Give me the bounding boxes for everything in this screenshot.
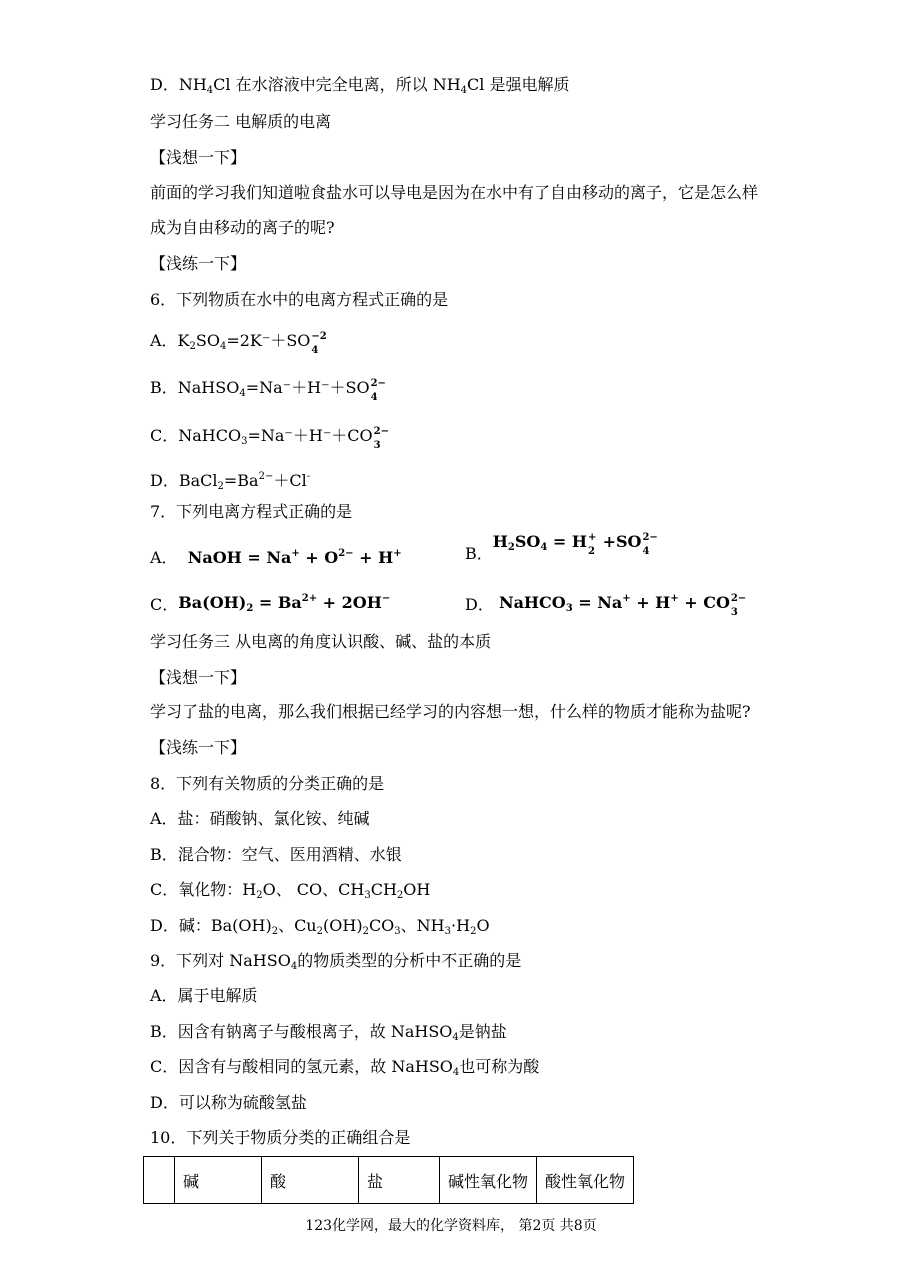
q9-option-b: B．因含有钠离子与酸根离子，故 NaHSO$_4$是钠盐	[150, 1022, 507, 1043]
q7-option-d: D． NaHCO$_3$ = Na+ + H+ + CO 2− 3	[465, 592, 747, 618]
think-heading-1: 【浅想一下】	[150, 148, 247, 167]
q8-option-d: D．碱：$Ba(OH)_2$、$Cu_2(OH)_2CO_3$、$NH_3\cdot H_2O$	[150, 916, 490, 937]
table-cell: 碱	[175, 1157, 262, 1204]
paragraph-line-1: 前面的学习我们知道啦食盐水可以导电是因为在水中有了自由移动的离子，它是怎么样	[150, 183, 759, 202]
question-9: 9．下列对 NaHSO$_4$的物质类型的分析中不正确的是	[150, 951, 522, 972]
practice-heading-1: 【浅练一下】	[150, 254, 247, 273]
q7-option-b: B．$H_2SO_4 = H$ + 2 +SO 2− 4	[465, 531, 658, 563]
classification-table	[143, 1156, 634, 1204]
q8-option-a: A．盐：硝酸钠、氯化铵、纯碱	[150, 809, 370, 828]
q9-option-d: D．可以称为硫酸氢盐	[150, 1093, 307, 1112]
q7-option-c: C．$Ba(OH)_2 = Ba^{2+} + 2OH^-$	[150, 593, 391, 614]
paragraph-line-3: 学习了盐的电离，那么我们根据已经学习的内容想一想，什么样的物质才能称为盐呢?	[150, 702, 751, 721]
q6-option-c: C．NaHCO$_3$=Na⁻＋H⁻＋CO 2− 3	[150, 425, 389, 451]
task3-heading: 学习任务三 从电离的角度认识酸、碱、盐的本质	[150, 632, 492, 651]
practice-heading-2: 【浅练一下】	[150, 738, 247, 757]
paragraph-line-2: 成为自由移动的离子的呢?	[150, 218, 335, 237]
page-footer: 123化学网，最大的化学资料库， 第2页 共8页	[305, 1218, 597, 1234]
q7-option-a: A． NaOH = $Na^+ + O^{2-} + H^+$	[150, 548, 402, 567]
table-cell: 盐	[359, 1157, 440, 1204]
question-7: 7．下列电离方程式正确的是	[150, 502, 353, 521]
question-6: 6．下列物质在水中的电离方程式正确的是	[150, 290, 449, 309]
q6-option-b: B．NaHSO$_4$=Na⁻＋H⁻＋SO 2− 4	[150, 377, 386, 403]
task2-heading: 学习任务二 电解质的电离	[150, 112, 332, 131]
question-8: 8．下列有关物质的分类正确的是	[150, 774, 385, 793]
q8-option-b: B．混合物：空气、医用酒精、水银	[150, 845, 402, 864]
think-heading-2: 【浅想一下】	[150, 668, 247, 687]
q8-option-c: C．氧化物：$H_2O$、 CO、$CH_3CH_2OH$	[150, 880, 431, 901]
table-cell	[144, 1157, 175, 1204]
q6-option-d: D．$BaCl_2=Ba^{2-}+Cl^-$	[150, 471, 311, 492]
question-10: 10．下列关于物质分类的正确组合是	[150, 1128, 411, 1147]
q9-option-c: C．因含有与酸相同的氢元素，故 NaHSO$_4$也可称为酸	[150, 1057, 540, 1078]
q6-option-a: A．$K_2SO_4=2K^-+SO$ −2 4	[150, 330, 327, 356]
table-cell: 酸性氧化物	[537, 1157, 634, 1204]
q9-option-a: A．属于电解质	[150, 986, 258, 1005]
table-cell: 酸	[262, 1157, 359, 1204]
q5-option-d: D．$NH_4Cl$ 在水溶液中完全电离，所以 $NH_4Cl$ 是强电解质	[150, 75, 570, 96]
table-cell: 碱性氧化物	[440, 1157, 537, 1204]
table-header-row	[144, 1157, 634, 1204]
